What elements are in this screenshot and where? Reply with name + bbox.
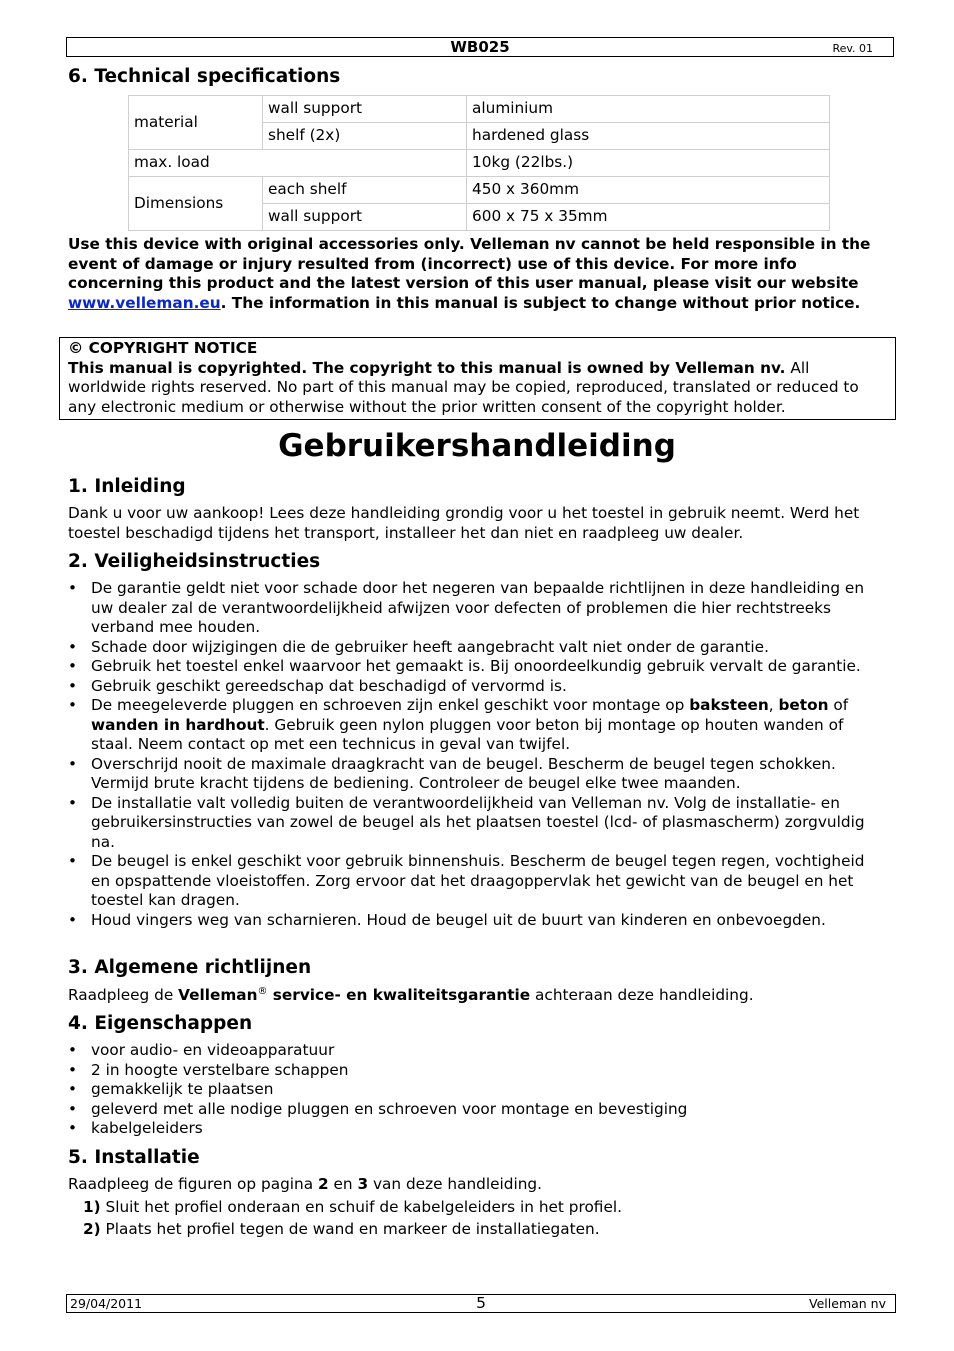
copyright-box <box>59 337 896 420</box>
table-row <box>129 96 830 123</box>
section-heading-specs: 6. Technical specifications <box>68 66 341 87</box>
list-item: • Gebruik het toestel enkel waarvoor het gemaakt is. Bij onoordeelkundig gebruik vervalt de garantie. <box>68 657 888 677</box>
list-item-text: De meegeleverde pluggen en schroeven zijn enkel geschikt voor montage op <box>91 696 690 714</box>
table-cell: 450 x 360mm <box>467 177 830 204</box>
guarantee-name: service- en kwaliteitsgarantie <box>267 986 531 1004</box>
table-cell: 10kg (22lbs.) <box>467 150 830 177</box>
features-list <box>68 1041 888 1139</box>
table-cell: wall support <box>263 96 467 123</box>
warning-text: Use this device with original accessories only. Velleman nv cannot be held responsible in the event of damage or injury resulted from (incorrect) use of this device. For more info concerning this product and the latest version of this user manual, please visit our website <box>68 235 871 292</box>
table-cell: hardened glass <box>467 123 830 150</box>
table-cell: material <box>129 96 263 150</box>
richtlijnen-text-end: achteraan deze handleiding. <box>530 986 754 1004</box>
step-number: 2) <box>83 1220 101 1238</box>
warning-notice <box>68 235 886 313</box>
page-footer <box>66 1294 896 1313</box>
list-item: • geleverd met alle nodige pluggen en schroeven voor montage en bevestiging <box>68 1100 888 1120</box>
install-step <box>83 1220 600 1240</box>
list-item: • voor audio- en videoapparatuur <box>68 1041 888 1061</box>
page-number: 5 <box>476 1294 486 1312</box>
installatie-text <box>68 1175 886 1195</box>
registered-mark: ® <box>257 985 268 997</box>
installatie-text-end: van deze handleiding. <box>368 1175 543 1193</box>
velleman-link[interactable]: www.velleman.eu <box>68 293 221 312</box>
table-cell: wall support <box>263 204 467 231</box>
brand-name: Velleman <box>178 986 258 1004</box>
section-heading-installatie: 5. Installatie <box>68 1147 200 1168</box>
list-item: • Gebruik geschikt gereedschap dat beschadigd of vervormd is. <box>68 677 888 697</box>
copyright-title: © COPYRIGHT NOTICE <box>68 339 258 357</box>
bold-term-hardhout: wanden in hardhout <box>91 715 265 734</box>
copyright-body <box>68 359 887 418</box>
section-heading-veiligheid: 2. Veiligheidsinstructies <box>68 551 321 572</box>
richtlijnen-text-start: Raadpleeg de <box>68 986 179 1004</box>
step-number: 1) <box>83 1198 101 1216</box>
bold-term-baksteen: baksteen <box>689 696 769 714</box>
list-item: • gemakkelijk te plaatsen <box>68 1080 888 1100</box>
list-item: • kabelgeleiders <box>68 1119 888 1139</box>
list-item: • De garantie geldt niet voor schade door het negeren van bepaalde richtlijnen in deze handleiding en uw dealer zal de verantwoordelijkheid afwijzen voor defecten of problemen die hier rechtstreeks verband mee houden. <box>68 579 888 638</box>
list-item: • De beugel is enkel geschikt voor gebruik binnenshuis. Bescherm de beugel tegen regen, vochtigheid en opspattende vloeistoffen. Zorg ervoor dat het draagoppervlak het gewicht van de beugel en het toestel kan dragen. <box>68 852 888 911</box>
section-heading-inleiding: 1. Inleiding <box>68 476 186 497</box>
footer-date: 29/04/2011 <box>70 1296 143 1311</box>
install-step <box>83 1198 622 1218</box>
inleiding-text: Dank u voor uw aankoop! Lees deze handleiding grondig voor u het toestel in gebruik neemt. Werd het toestel beschadigd tijdens het transport, installeer het dan niet en raadpleeg uw dealer. <box>68 504 860 542</box>
page-ref-1: 2 <box>317 1175 329 1193</box>
table-cell: aluminium <box>467 96 830 123</box>
list-item: • Schade door wijzigingen die de gebruiker heeft aangebracht valt niet onder de garantie. <box>68 638 888 658</box>
step-text: Plaats het profiel tegen de wand en markeer de installatiegaten. <box>100 1220 600 1238</box>
list-item: • Overschrijd nooit de maximale draagkracht van de beugel. Bescherm de beugel tegen schokken. Vermijd brute kracht tijdens de bediening. Controleer de beugel elke twee maanden. <box>68 755 888 794</box>
installatie-text-mid: en <box>328 1175 358 1193</box>
list-item: • Houd vingers weg van scharnieren. Houd de beugel uit de buurt van kinderen en onbevoegden. <box>68 911 888 931</box>
page-header <box>66 37 894 57</box>
list-item-text: of <box>828 696 849 714</box>
model-number: WB025 <box>450 38 510 56</box>
section-heading-eigenschappen: 4. Eigenschappen <box>68 1013 253 1034</box>
revision: Rev. 01 <box>832 42 873 55</box>
list-item: • 2 in hoogte verstelbare schappen <box>68 1061 888 1081</box>
installatie-text-start: Raadpleeg de figuren op pagina <box>68 1175 318 1193</box>
section-heading-richtlijnen: 3. Algemene richtlijnen <box>68 957 312 978</box>
copyright-bold-text: This manual is copyrighted. The copyright to this manual is owned by Velleman nv. <box>68 358 786 377</box>
page-ref-2: 3 <box>357 1175 369 1193</box>
table-cell: shelf (2x) <box>263 123 467 150</box>
table-cell: Dimensions <box>129 177 263 231</box>
step-text: Sluit het profiel onderaan en schuif de kabelgeleiders in het profiel. <box>100 1198 622 1216</box>
bold-term-beton: beton <box>778 696 829 714</box>
specs-table <box>128 95 830 231</box>
copyright-text: All worldwide rights reserved. No part of this manual may be copied, reproduced, translated or reduced to any electronic medium or otherwise without the prior written consent of the copyright holder. <box>68 358 859 416</box>
list-item: • De installatie valt volledig buiten de verantwoordelijkheid van Velleman nv. Volg de installatie- en gebruikersinstructies van zowel de beugel als het plaatsen toestel (lcd- of plasmascherm) zorgvuldig na. <box>68 794 888 853</box>
list-item-text: , <box>768 696 779 714</box>
page-title: Gebruikershandleiding <box>278 428 676 464</box>
footer-company: Velleman nv <box>809 1296 886 1311</box>
table-cell: 600 x 75 x 35mm <box>467 204 830 231</box>
table-row <box>129 177 830 204</box>
table-cell: max. load <box>129 150 467 177</box>
table-cell: each shelf <box>263 177 467 204</box>
list-item-text: . Gebruik geen nylon pluggen voor beton bij montage op houten wanden of staal. Neem contact op met een technicus in geval van twijfel. <box>91 715 844 753</box>
warning-text-end: . The information in this manual is subject to change without prior notice. <box>220 293 861 312</box>
safety-list <box>68 579 888 930</box>
richtlijnen-text <box>68 986 886 1006</box>
table-row <box>129 150 830 177</box>
list-item <box>68 696 888 755</box>
